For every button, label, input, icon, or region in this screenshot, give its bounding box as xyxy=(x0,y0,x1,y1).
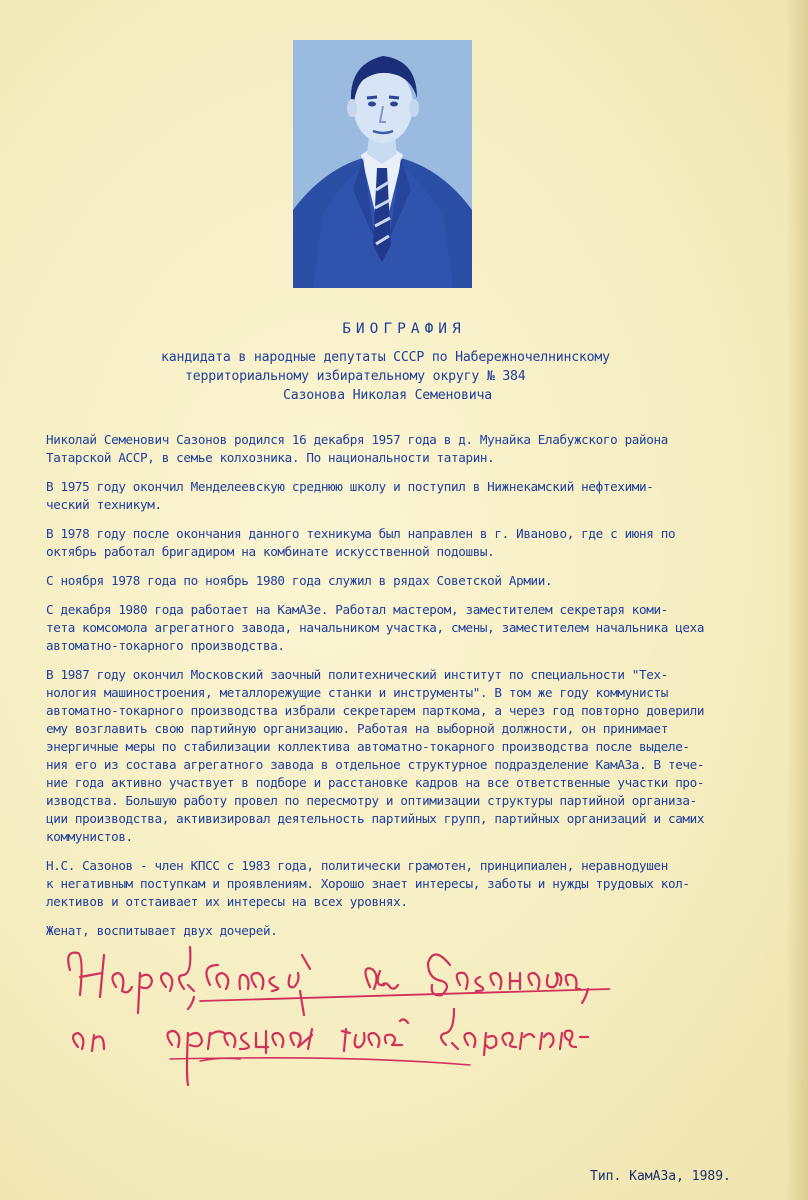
text-line: коммунистов. xyxy=(46,829,133,844)
document-title: БИОГРАФИЯ xyxy=(342,321,466,337)
handwritten-note xyxy=(50,925,610,1099)
text-line: С ноября 1978 года по ноябрь 1980 года служил в рядах Советской Армии. xyxy=(46,573,553,588)
printer-imprint: Тип. КамАЗа, 1989. xyxy=(590,1169,731,1184)
text-line: ции производства, активизировал деятельность партийных групп, партийных организаций и самих xyxy=(46,811,705,826)
text-line: Николай Семенович Сазонов родился 16 декабря 1957 года в д. Мунайка Елабужского района xyxy=(46,432,668,447)
text-line: автоматно-токарного производства. xyxy=(46,638,285,653)
text-line: нология машиностроения, металлорежущие станки и инструменты". В том же году коммунисты xyxy=(46,685,668,700)
candidate-name: Сазонова Николая Семеновича xyxy=(283,388,492,403)
paragraph-institute xyxy=(46,666,776,846)
paragraph-birth xyxy=(46,431,776,467)
text-line: ему возглавить свою партийную организацию. Работая на выборной должности, он принимает xyxy=(46,721,668,736)
text-line: к негативным поступкам и проявлениям. Хорошо знает интересы, заботы и нужды трудовых кол- xyxy=(46,876,690,891)
text-line: тета комсомола агрегатного завода, начальником участка, смены, заместителем начальника цеха xyxy=(46,620,705,635)
paragraph-party xyxy=(46,857,776,911)
text-line: В 1987 году окончил Московский заочный политехнический институт по специальности "Тех- xyxy=(46,667,668,682)
text-line: энергичные меры по стабилизации коллектива автоматно-токарного производства после выделе- xyxy=(46,739,690,754)
text-line: ческий техникум. xyxy=(46,497,162,512)
text-line: изводства. Большую работу провел по пересмотру и оптимизации структуры партийной организа- xyxy=(46,793,697,808)
text-line: ния его из состава агрегатного завода в отдельное структурное подразделение КамАЗа. В тече- xyxy=(46,757,705,772)
text-line: лективов и отстаивает их интересы на всех уровнях. xyxy=(46,894,408,909)
paper-edge xyxy=(786,0,808,1200)
heading-line-2: территориальному избирательному округу № 384 xyxy=(185,369,526,384)
paragraph-kamaz xyxy=(46,601,776,655)
text-line: автоматно-токарного производства избрали секретарем парткома, а через год повторно доверили xyxy=(46,703,705,718)
text-line: ние года активно участвует в подборе и расстановке кадров на все ответственные участки про- xyxy=(46,775,705,790)
paragraph-army xyxy=(46,572,776,590)
biography-body xyxy=(46,431,776,951)
text-line: Женат, воспитывает двух дочерей. xyxy=(46,923,278,938)
text-line: С декабря 1980 года работает на КамАЗе. Работал мастером, заместителем секретаря коми- xyxy=(46,602,668,617)
text-line: Татарской АССР, в семье колхозника. По национальности татарин. xyxy=(46,450,495,465)
paragraph-school xyxy=(46,478,776,514)
paragraph-work-ivanovo xyxy=(46,525,776,561)
candidate-portrait xyxy=(293,40,472,288)
text-line: В 1975 году окончил Менделеевскую среднюю школу и поступил в Нижнекамский нефтехими- xyxy=(46,479,654,494)
text-line: октябрь работал бригадиром на комбинате искусственной подошвы. xyxy=(46,544,495,559)
text-line: В 1978 году после окончания данного техникума был направлен в г. Иваново, где с июня по xyxy=(46,526,676,541)
heading-line-1: кандидата в народные депутаты СССР по Набережночелнинскому xyxy=(161,350,610,365)
text-line: Н.С. Сазонов - член КПСС с 1983 года, политически грамотен, принципиален, неравнодушен xyxy=(46,858,668,873)
